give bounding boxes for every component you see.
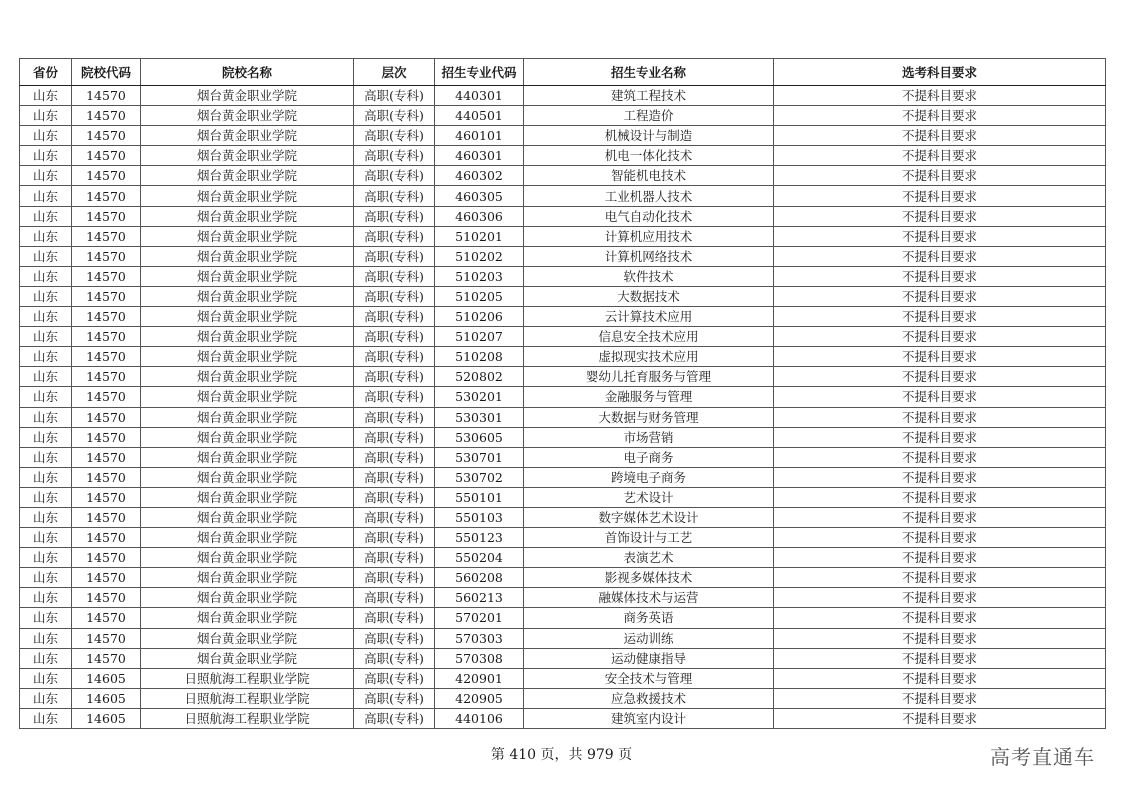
cell-major-name: 大数据与财务管理 <box>524 407 774 427</box>
cell-school-name: 烟台黄金职业学院 <box>141 86 354 106</box>
cell-province: 山东 <box>20 447 72 467</box>
cell-level: 高职(专科) <box>354 266 435 286</box>
cell-school-code: 14570 <box>72 286 141 306</box>
cell-major-code: 420905 <box>435 688 524 708</box>
table-row <box>20 507 1106 527</box>
cell-level: 高职(专科) <box>354 407 435 427</box>
cell-province: 山东 <box>20 86 72 106</box>
cell-major-name: 建筑室内设计 <box>524 708 774 728</box>
cell-subject-requirement: 不提科目要求 <box>774 387 1106 407</box>
cell-major-code: 510206 <box>435 307 524 327</box>
cell-major-code: 440301 <box>435 86 524 106</box>
cell-school-code: 14570 <box>72 548 141 568</box>
cell-subject-requirement: 不提科目要求 <box>774 106 1106 126</box>
cell-subject-requirement: 不提科目要求 <box>774 226 1106 246</box>
cell-subject-requirement: 不提科目要求 <box>774 708 1106 728</box>
table-row <box>20 86 1106 106</box>
cell-level: 高职(专科) <box>354 367 435 387</box>
cell-school-code: 14570 <box>72 146 141 166</box>
cell-subject-requirement: 不提科目要求 <box>774 447 1106 467</box>
table-row <box>20 528 1106 548</box>
cell-subject-requirement: 不提科目要求 <box>774 347 1106 367</box>
cell-level: 高职(专科) <box>354 146 435 166</box>
cell-major-code: 440501 <box>435 106 524 126</box>
cell-major-code: 550103 <box>435 507 524 527</box>
cell-major-name: 工程造价 <box>524 106 774 126</box>
cell-major-code: 520802 <box>435 367 524 387</box>
cell-level: 高职(专科) <box>354 186 435 206</box>
cell-school-name: 烟台黄金职业学院 <box>141 367 354 387</box>
table-row <box>20 588 1106 608</box>
cell-school-code: 14570 <box>72 608 141 628</box>
cell-province: 山东 <box>20 487 72 507</box>
cell-school-name: 烟台黄金职业学院 <box>141 186 354 206</box>
table-row <box>20 266 1106 286</box>
cell-level: 高职(专科) <box>354 548 435 568</box>
cell-province: 山东 <box>20 688 72 708</box>
cell-subject-requirement: 不提科目要求 <box>774 648 1106 668</box>
table-row <box>20 568 1106 588</box>
header-province: 省份 <box>20 59 72 86</box>
cell-province: 山东 <box>20 528 72 548</box>
cell-school-name: 烟台黄金职业学院 <box>141 407 354 427</box>
cell-province: 山东 <box>20 206 72 226</box>
cell-level: 高职(专科) <box>354 568 435 588</box>
cell-major-name: 数字媒体艺术设计 <box>524 507 774 527</box>
cell-school-code: 14570 <box>72 628 141 648</box>
cell-school-name: 烟台黄金职业学院 <box>141 548 354 568</box>
table-row <box>20 467 1106 487</box>
cell-major-name: 婴幼儿托育服务与管理 <box>524 367 774 387</box>
cell-province: 山东 <box>20 387 72 407</box>
cell-subject-requirement: 不提科目要求 <box>774 528 1106 548</box>
table-row <box>20 367 1106 387</box>
cell-level: 高职(专科) <box>354 447 435 467</box>
cell-major-name: 计算机应用技术 <box>524 226 774 246</box>
cell-province: 山东 <box>20 507 72 527</box>
cell-subject-requirement: 不提科目要求 <box>774 507 1106 527</box>
table-row <box>20 708 1106 728</box>
cell-school-code: 14570 <box>72 487 141 507</box>
cell-school-code: 14570 <box>72 367 141 387</box>
table-row <box>20 628 1106 648</box>
table-row <box>20 327 1106 347</box>
cell-major-code: 530605 <box>435 427 524 447</box>
cell-school-code: 14570 <box>72 126 141 146</box>
cell-school-name: 烟台黄金职业学院 <box>141 327 354 347</box>
cell-level: 高职(专科) <box>354 487 435 507</box>
cell-level: 高职(专科) <box>354 327 435 347</box>
cell-level: 高职(专科) <box>354 166 435 186</box>
cell-level: 高职(专科) <box>354 648 435 668</box>
cell-school-code: 14605 <box>72 668 141 688</box>
cell-major-code: 570201 <box>435 608 524 628</box>
cell-level: 高职(专科) <box>354 347 435 367</box>
cell-school-code: 14570 <box>72 447 141 467</box>
cell-major-name: 虚拟现实技术应用 <box>524 347 774 367</box>
cell-subject-requirement: 不提科目要求 <box>774 126 1106 146</box>
cell-major-name: 云计算技术应用 <box>524 307 774 327</box>
cell-school-code: 14570 <box>72 206 141 226</box>
cell-major-name: 艺术设计 <box>524 487 774 507</box>
cell-level: 高职(专科) <box>354 608 435 628</box>
cell-school-code: 14570 <box>72 106 141 126</box>
cell-province: 山东 <box>20 668 72 688</box>
cell-major-name: 首饰设计与工艺 <box>524 528 774 548</box>
cell-school-code: 14570 <box>72 568 141 588</box>
cell-school-code: 14570 <box>72 266 141 286</box>
cell-major-name: 安全技术与管理 <box>524 668 774 688</box>
cell-province: 山东 <box>20 286 72 306</box>
cell-subject-requirement: 不提科目要求 <box>774 467 1106 487</box>
cell-subject-requirement: 不提科目要求 <box>774 307 1106 327</box>
table-row <box>20 286 1106 306</box>
cell-province: 山东 <box>20 126 72 146</box>
cell-province: 山东 <box>20 166 72 186</box>
cell-school-code: 14570 <box>72 507 141 527</box>
cell-school-code: 14570 <box>72 467 141 487</box>
cell-subject-requirement: 不提科目要求 <box>774 266 1106 286</box>
cell-subject-requirement: 不提科目要求 <box>774 86 1106 106</box>
cell-school-name: 烟台黄金职业学院 <box>141 226 354 246</box>
cell-major-name: 建筑工程技术 <box>524 86 774 106</box>
cell-major-name: 工业机器人技术 <box>524 186 774 206</box>
cell-school-code: 14570 <box>72 407 141 427</box>
cell-province: 山东 <box>20 246 72 266</box>
cell-level: 高职(专科) <box>354 86 435 106</box>
watermark-logo: 高考直通车 <box>990 745 1095 769</box>
cell-major-name: 机电一体化技术 <box>524 146 774 166</box>
page-number: 第 410 页，共 979 页 <box>490 747 633 763</box>
cell-major-name: 信息安全技术应用 <box>524 327 774 347</box>
cell-major-name: 表演艺术 <box>524 548 774 568</box>
table-row <box>20 548 1106 568</box>
cell-subject-requirement: 不提科目要求 <box>774 146 1106 166</box>
cell-school-code: 14605 <box>72 708 141 728</box>
cell-province: 山东 <box>20 648 72 668</box>
cell-major-code: 510203 <box>435 266 524 286</box>
table-row <box>20 146 1106 166</box>
cell-province: 山东 <box>20 628 72 648</box>
cell-major-code: 510201 <box>435 226 524 246</box>
table-row <box>20 487 1106 507</box>
cell-major-name: 运动训练 <box>524 628 774 648</box>
table-row <box>20 387 1106 407</box>
header-level: 层次 <box>354 59 435 86</box>
header-school-code: 院校代码 <box>72 59 141 86</box>
cell-major-name: 智能机电技术 <box>524 166 774 186</box>
cell-level: 高职(专科) <box>354 106 435 126</box>
cell-school-name: 烟台黄金职业学院 <box>141 487 354 507</box>
table-row <box>20 608 1106 628</box>
cell-school-name: 烟台黄金职业学院 <box>141 608 354 628</box>
cell-major-code: 550101 <box>435 487 524 507</box>
cell-subject-requirement: 不提科目要求 <box>774 166 1106 186</box>
cell-level: 高职(专科) <box>354 286 435 306</box>
cell-school-name: 烟台黄金职业学院 <box>141 427 354 447</box>
table-row <box>20 186 1106 206</box>
table-row <box>20 427 1106 447</box>
cell-province: 山东 <box>20 548 72 568</box>
cell-major-code: 510205 <box>435 286 524 306</box>
table-row <box>20 407 1106 427</box>
cell-subject-requirement: 不提科目要求 <box>774 628 1106 648</box>
cell-school-name: 烟台黄金职业学院 <box>141 307 354 327</box>
cell-major-code: 510208 <box>435 347 524 367</box>
cell-major-code: 460101 <box>435 126 524 146</box>
admissions-table <box>19 58 1106 729</box>
cell-subject-requirement: 不提科目要求 <box>774 568 1106 588</box>
cell-major-name: 金融服务与管理 <box>524 387 774 407</box>
cell-major-name: 融媒体技术与运营 <box>524 588 774 608</box>
cell-level: 高职(专科) <box>354 628 435 648</box>
cell-level: 高职(专科) <box>354 467 435 487</box>
table-row <box>20 246 1106 266</box>
cell-major-code: 420901 <box>435 668 524 688</box>
cell-level: 高职(专科) <box>354 387 435 407</box>
cell-school-name: 烟台黄金职业学院 <box>141 648 354 668</box>
cell-subject-requirement: 不提科目要求 <box>774 608 1106 628</box>
table-row <box>20 106 1106 126</box>
header-major-code: 招生专业代码 <box>435 59 524 86</box>
table-row <box>20 166 1106 186</box>
table-header-row <box>20 59 1106 86</box>
cell-level: 高职(专科) <box>354 688 435 708</box>
cell-major-code: 550123 <box>435 528 524 548</box>
cell-province: 山东 <box>20 347 72 367</box>
cell-school-name: 烟台黄金职业学院 <box>141 387 354 407</box>
cell-major-code: 460306 <box>435 206 524 226</box>
cell-major-code: 530702 <box>435 467 524 487</box>
table-row <box>20 206 1106 226</box>
table-row <box>20 648 1106 668</box>
cell-level: 高职(专科) <box>354 126 435 146</box>
cell-school-name: 烟台黄金职业学院 <box>141 528 354 548</box>
cell-subject-requirement: 不提科目要求 <box>774 407 1106 427</box>
cell-level: 高职(专科) <box>354 588 435 608</box>
cell-subject-requirement: 不提科目要求 <box>774 286 1106 306</box>
cell-school-code: 14570 <box>72 246 141 266</box>
cell-major-code: 550204 <box>435 548 524 568</box>
cell-school-code: 14570 <box>72 347 141 367</box>
cell-major-name: 市场营销 <box>524 427 774 447</box>
cell-school-name: 烟台黄金职业学院 <box>141 467 354 487</box>
cell-major-name: 运动健康指导 <box>524 648 774 668</box>
cell-major-code: 510207 <box>435 327 524 347</box>
cell-major-code: 560208 <box>435 568 524 588</box>
cell-province: 山东 <box>20 226 72 246</box>
cell-school-code: 14605 <box>72 688 141 708</box>
cell-school-name: 烟台黄金职业学院 <box>141 628 354 648</box>
cell-major-code: 560213 <box>435 588 524 608</box>
cell-school-code: 14570 <box>72 186 141 206</box>
cell-school-code: 14570 <box>72 86 141 106</box>
header-school-name: 院校名称 <box>141 59 354 86</box>
cell-school-name: 烟台黄金职业学院 <box>141 106 354 126</box>
cell-subject-requirement: 不提科目要求 <box>774 367 1106 387</box>
cell-province: 山东 <box>20 467 72 487</box>
cell-province: 山东 <box>20 327 72 347</box>
table-row <box>20 688 1106 708</box>
cell-major-name: 影视多媒体技术 <box>524 568 774 588</box>
cell-school-code: 14570 <box>72 528 141 548</box>
cell-subject-requirement: 不提科目要求 <box>774 548 1106 568</box>
cell-school-name: 烟台黄金职业学院 <box>141 246 354 266</box>
cell-school-code: 14570 <box>72 387 141 407</box>
cell-major-name: 电气自动化技术 <box>524 206 774 226</box>
cell-major-name: 商务英语 <box>524 608 774 628</box>
cell-school-name: 烟台黄金职业学院 <box>141 447 354 467</box>
cell-level: 高职(专科) <box>354 708 435 728</box>
cell-school-name: 烟台黄金职业学院 <box>141 146 354 166</box>
cell-province: 山东 <box>20 708 72 728</box>
cell-level: 高职(专科) <box>354 507 435 527</box>
cell-province: 山东 <box>20 106 72 126</box>
cell-school-name: 烟台黄金职业学院 <box>141 166 354 186</box>
cell-school-name: 日照航海工程职业学院 <box>141 708 354 728</box>
header-subject-requirement: 选考科目要求 <box>774 59 1106 86</box>
cell-level: 高职(专科) <box>354 427 435 447</box>
cell-subject-requirement: 不提科目要求 <box>774 246 1106 266</box>
cell-level: 高职(专科) <box>354 307 435 327</box>
cell-school-code: 14570 <box>72 307 141 327</box>
cell-school-name: 烟台黄金职业学院 <box>141 507 354 527</box>
cell-province: 山东 <box>20 266 72 286</box>
cell-major-name: 软件技术 <box>524 266 774 286</box>
cell-major-name: 机械设计与制造 <box>524 126 774 146</box>
table-row <box>20 226 1106 246</box>
cell-school-name: 烟台黄金职业学院 <box>141 126 354 146</box>
cell-major-code: 460301 <box>435 146 524 166</box>
cell-subject-requirement: 不提科目要求 <box>774 327 1106 347</box>
cell-major-name: 跨境电子商务 <box>524 467 774 487</box>
cell-province: 山东 <box>20 608 72 628</box>
cell-subject-requirement: 不提科目要求 <box>774 487 1106 507</box>
cell-level: 高职(专科) <box>354 206 435 226</box>
cell-province: 山东 <box>20 307 72 327</box>
cell-subject-requirement: 不提科目要求 <box>774 668 1106 688</box>
cell-level: 高职(专科) <box>354 226 435 246</box>
cell-level: 高职(专科) <box>354 528 435 548</box>
table-row <box>20 347 1106 367</box>
table-row <box>20 126 1106 146</box>
cell-school-name: 烟台黄金职业学院 <box>141 347 354 367</box>
cell-school-code: 14570 <box>72 648 141 668</box>
cell-subject-requirement: 不提科目要求 <box>774 688 1106 708</box>
cell-subject-requirement: 不提科目要求 <box>774 588 1106 608</box>
table-body <box>20 86 1106 729</box>
cell-major-code: 570303 <box>435 628 524 648</box>
cell-school-code: 14570 <box>72 427 141 447</box>
cell-school-name: 烟台黄金职业学院 <box>141 266 354 286</box>
cell-province: 山东 <box>20 146 72 166</box>
cell-school-code: 14570 <box>72 166 141 186</box>
cell-major-code: 530201 <box>435 387 524 407</box>
cell-school-name: 烟台黄金职业学院 <box>141 588 354 608</box>
cell-major-name: 电子商务 <box>524 447 774 467</box>
cell-province: 山东 <box>20 588 72 608</box>
cell-school-name: 日照航海工程职业学院 <box>141 668 354 688</box>
cell-province: 山东 <box>20 367 72 387</box>
cell-major-code: 460302 <box>435 166 524 186</box>
cell-major-code: 440106 <box>435 708 524 728</box>
cell-school-name: 烟台黄金职业学院 <box>141 286 354 306</box>
table-row <box>20 668 1106 688</box>
cell-school-code: 14570 <box>72 588 141 608</box>
cell-province: 山东 <box>20 568 72 588</box>
cell-major-code: 510202 <box>435 246 524 266</box>
cell-subject-requirement: 不提科目要求 <box>774 427 1106 447</box>
cell-major-code: 570308 <box>435 648 524 668</box>
cell-subject-requirement: 不提科目要求 <box>774 206 1106 226</box>
cell-province: 山东 <box>20 407 72 427</box>
header-major-name: 招生专业名称 <box>524 59 774 86</box>
cell-school-name: 烟台黄金职业学院 <box>141 206 354 226</box>
cell-school-name: 日照航海工程职业学院 <box>141 688 354 708</box>
cell-school-code: 14570 <box>72 226 141 246</box>
cell-major-name: 应急救援技术 <box>524 688 774 708</box>
cell-province: 山东 <box>20 186 72 206</box>
cell-major-code: 530301 <box>435 407 524 427</box>
cell-school-name: 烟台黄金职业学院 <box>141 568 354 588</box>
cell-major-code: 530701 <box>435 447 524 467</box>
cell-subject-requirement: 不提科目要求 <box>774 186 1106 206</box>
cell-level: 高职(专科) <box>354 668 435 688</box>
table-row <box>20 307 1106 327</box>
table-row <box>20 447 1106 467</box>
cell-major-name: 大数据技术 <box>524 286 774 306</box>
cell-level: 高职(专科) <box>354 246 435 266</box>
cell-school-code: 14570 <box>72 327 141 347</box>
cell-major-name: 计算机网络技术 <box>524 246 774 266</box>
cell-major-code: 460305 <box>435 186 524 206</box>
cell-province: 山东 <box>20 427 72 447</box>
